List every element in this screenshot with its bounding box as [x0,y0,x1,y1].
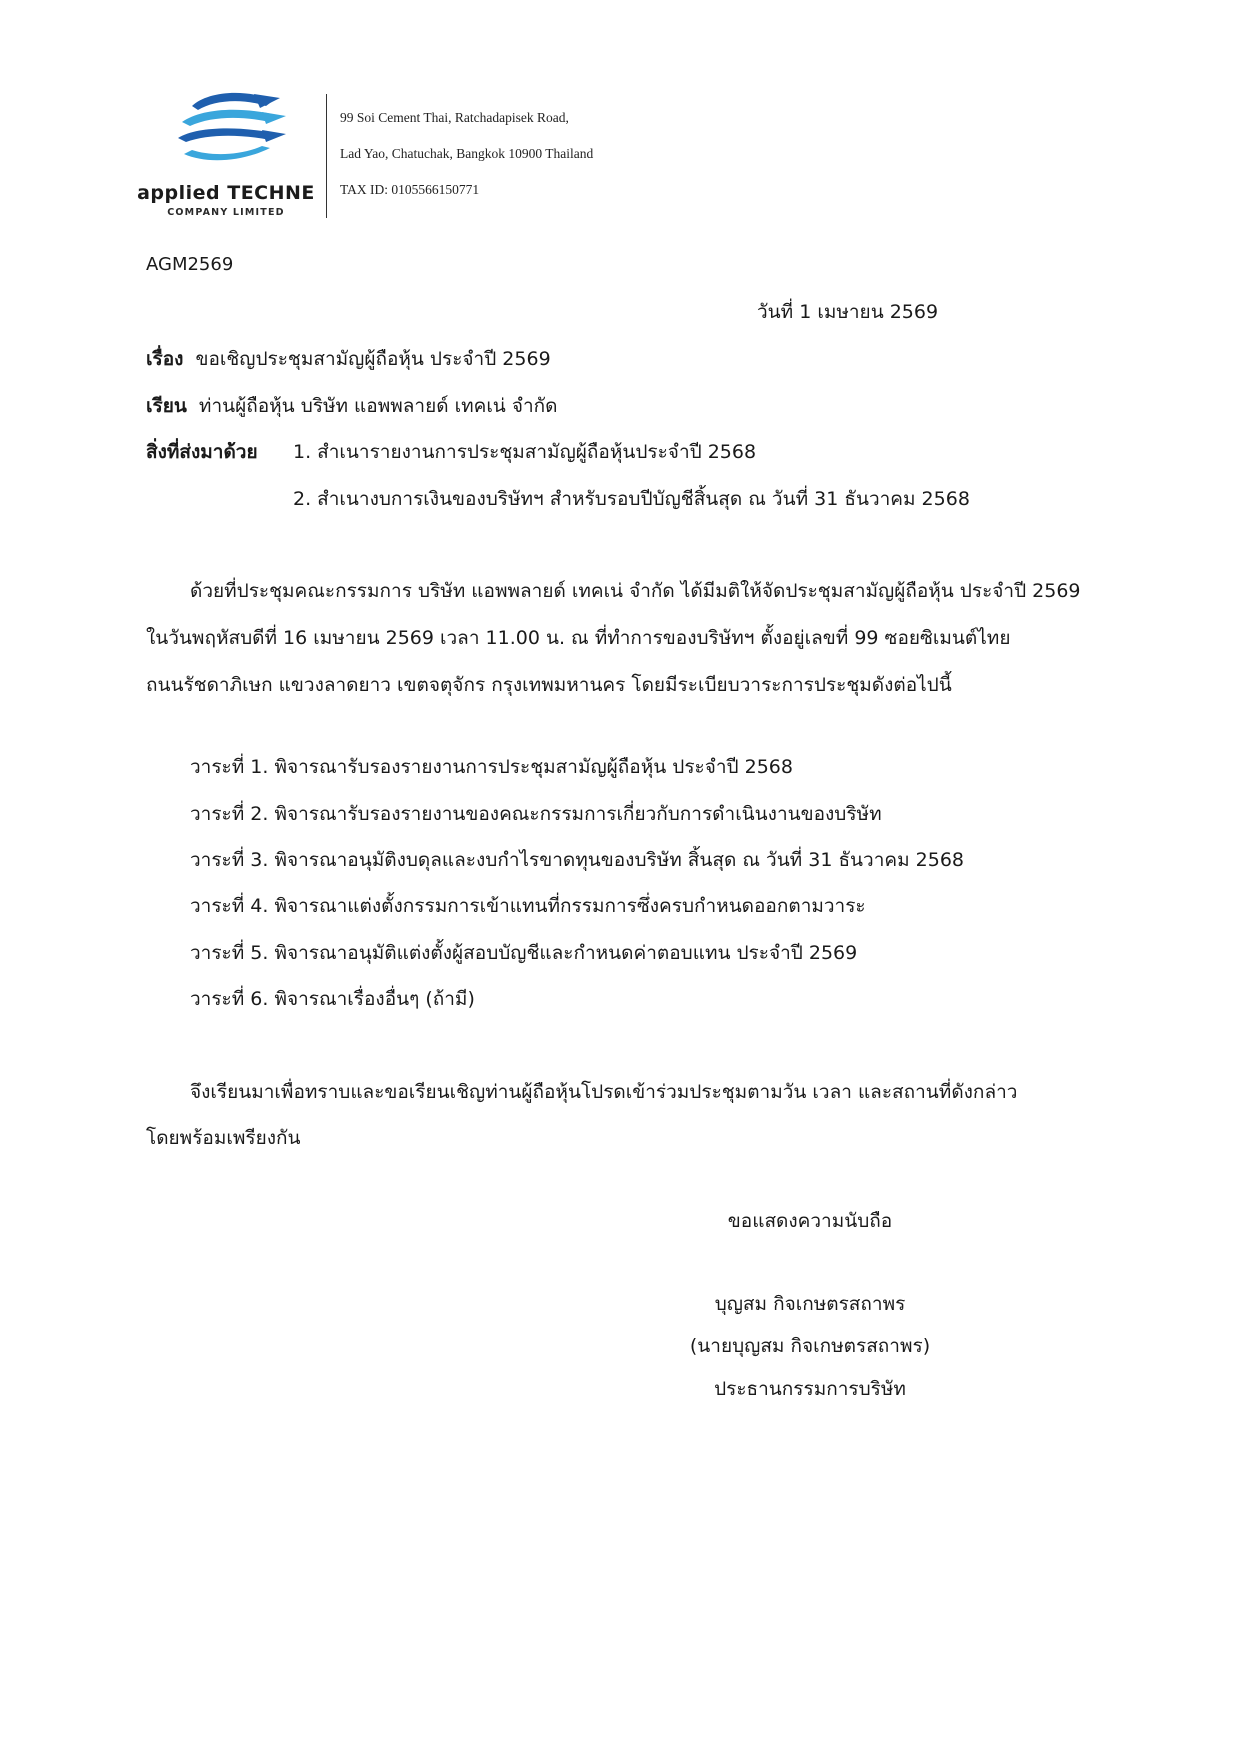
logo-swoosh-icon [162,86,286,178]
subject-text: ขอเชิญประชุมสามัญผู้ถือหุ้น ประจำปี 2569 [195,348,551,370]
signatory-name: (นายบุญสม กิจเกษตรสถาพร) [689,1335,931,1357]
enclosure-item: 2. สำเนางบการเงินของบริษัทฯ สำหรับรอบปีบัญชีสิ้นสุด ณ วันที่ 31 ธันวาคม 2568 [293,488,970,510]
agenda-item: วาระที่ 1. พิจารณารับรองรายงานการประชุมสามัญผู้ถือหุ้น ประจำปี 2568 [190,756,793,778]
intro-line-1: ด้วยที่ประชุมคณะกรรมการ บริษัท แอพพลายด์ เทคเน่ จำกัด ได้มีมติให้จัดประชุมสามัญผู้ถือหุ้น ประจำปี 2569 [190,580,1081,602]
recipient-line [146,397,557,416]
company-logo [126,86,326,226]
address-line-2: Lad Yao, Chatuchak, Bangkok 10900 Thailand [340,146,594,161]
closing-line-1: จึงเรียนมาเพื่อทราบและขอเรียนเชิญท่านผู้ถือหุ้นโปรดเข้าร่วมประชุมตามวัน เวลา และสถานที่ดังกล่าว [190,1081,1018,1103]
subject-line [146,350,551,369]
letter-date: วันที่ 1 เมษายน 2569 [757,301,939,323]
enclosure-item: 1. สำเนารายงานการประชุมสามัญผู้ถือหุ้นประจำปี 2568 [293,441,757,463]
agenda-item: วาระที่ 2. พิจารณารับรองรายงานของคณะกรรมการเกี่ยวกับการดำเนินงานของบริษัท [190,803,882,825]
header-divider [326,94,327,218]
logo-name: applied TECHNE [137,182,315,204]
recipient-label: เรียน [146,395,187,417]
letter-reference: AGM2569 [146,254,234,275]
closing-line-2: โดยพร้อมเพรียงกัน [146,1127,301,1149]
agenda-item: วาระที่ 6. พิจารณาเรื่องอื่นๆ (ถ้ามี) [190,988,475,1010]
agenda-item: วาระที่ 5. พิจารณาอนุมัติแต่งตั้งผู้สอบบัญชีและกำหนดค่าตอบแทน ประจำปี 2569 [190,942,858,964]
recipient-text: ท่านผู้ถือหุ้น บริษัท แอพพลายด์ เทคเน่ จำกัด [198,395,558,417]
signatory-title: ประธานกรรมการบริษัท [714,1378,906,1400]
subject-label: เรื่อง [146,348,184,370]
signature-name: บุญสม กิจเกษตรสถาพร [714,1293,906,1315]
logo-subtitle: COMPANY LIMITED [167,207,285,218]
enclosures-label: สิ่งที่ส่งมาด้วย [146,441,258,463]
tax-id: TAX ID: 0105566150771 [340,182,480,197]
agenda-item: วาระที่ 3. พิจารณาอนุมัติงบดุลและงบกำไรขาดทุนของบริษัท สิ้นสุด ณ วันที่ 31 ธันวาคม 2568 [190,849,965,871]
agenda-item: วาระที่ 4. พิจารณาแต่งตั้งกรรมการเข้าแทนที่กรรมการซึ่งครบกำหนดออกตามวาระ [190,895,866,917]
sign-off: ขอแสดงความนับถือ [727,1210,893,1232]
intro-line-3: ถนนรัชดาภิเษก แขวงลาดยาว เขตจตุจักร กรุงเทพมหานคร โดยมีระเบียบวาระการประชุมดังต่อไปนี้ [146,674,952,696]
intro-line-2: ในวันพฤหัสบดีที่ 16 เมษายน 2569 เวลา 11.00 น. ณ ที่ทำการของบริษัทฯ ตั้งอยู่เลขที่ 99 ซอยซิเมนต์ไทย [146,627,1011,649]
address-line-1: 99 Soi Cement Thai, Ratchadapisek Road, [340,110,569,125]
